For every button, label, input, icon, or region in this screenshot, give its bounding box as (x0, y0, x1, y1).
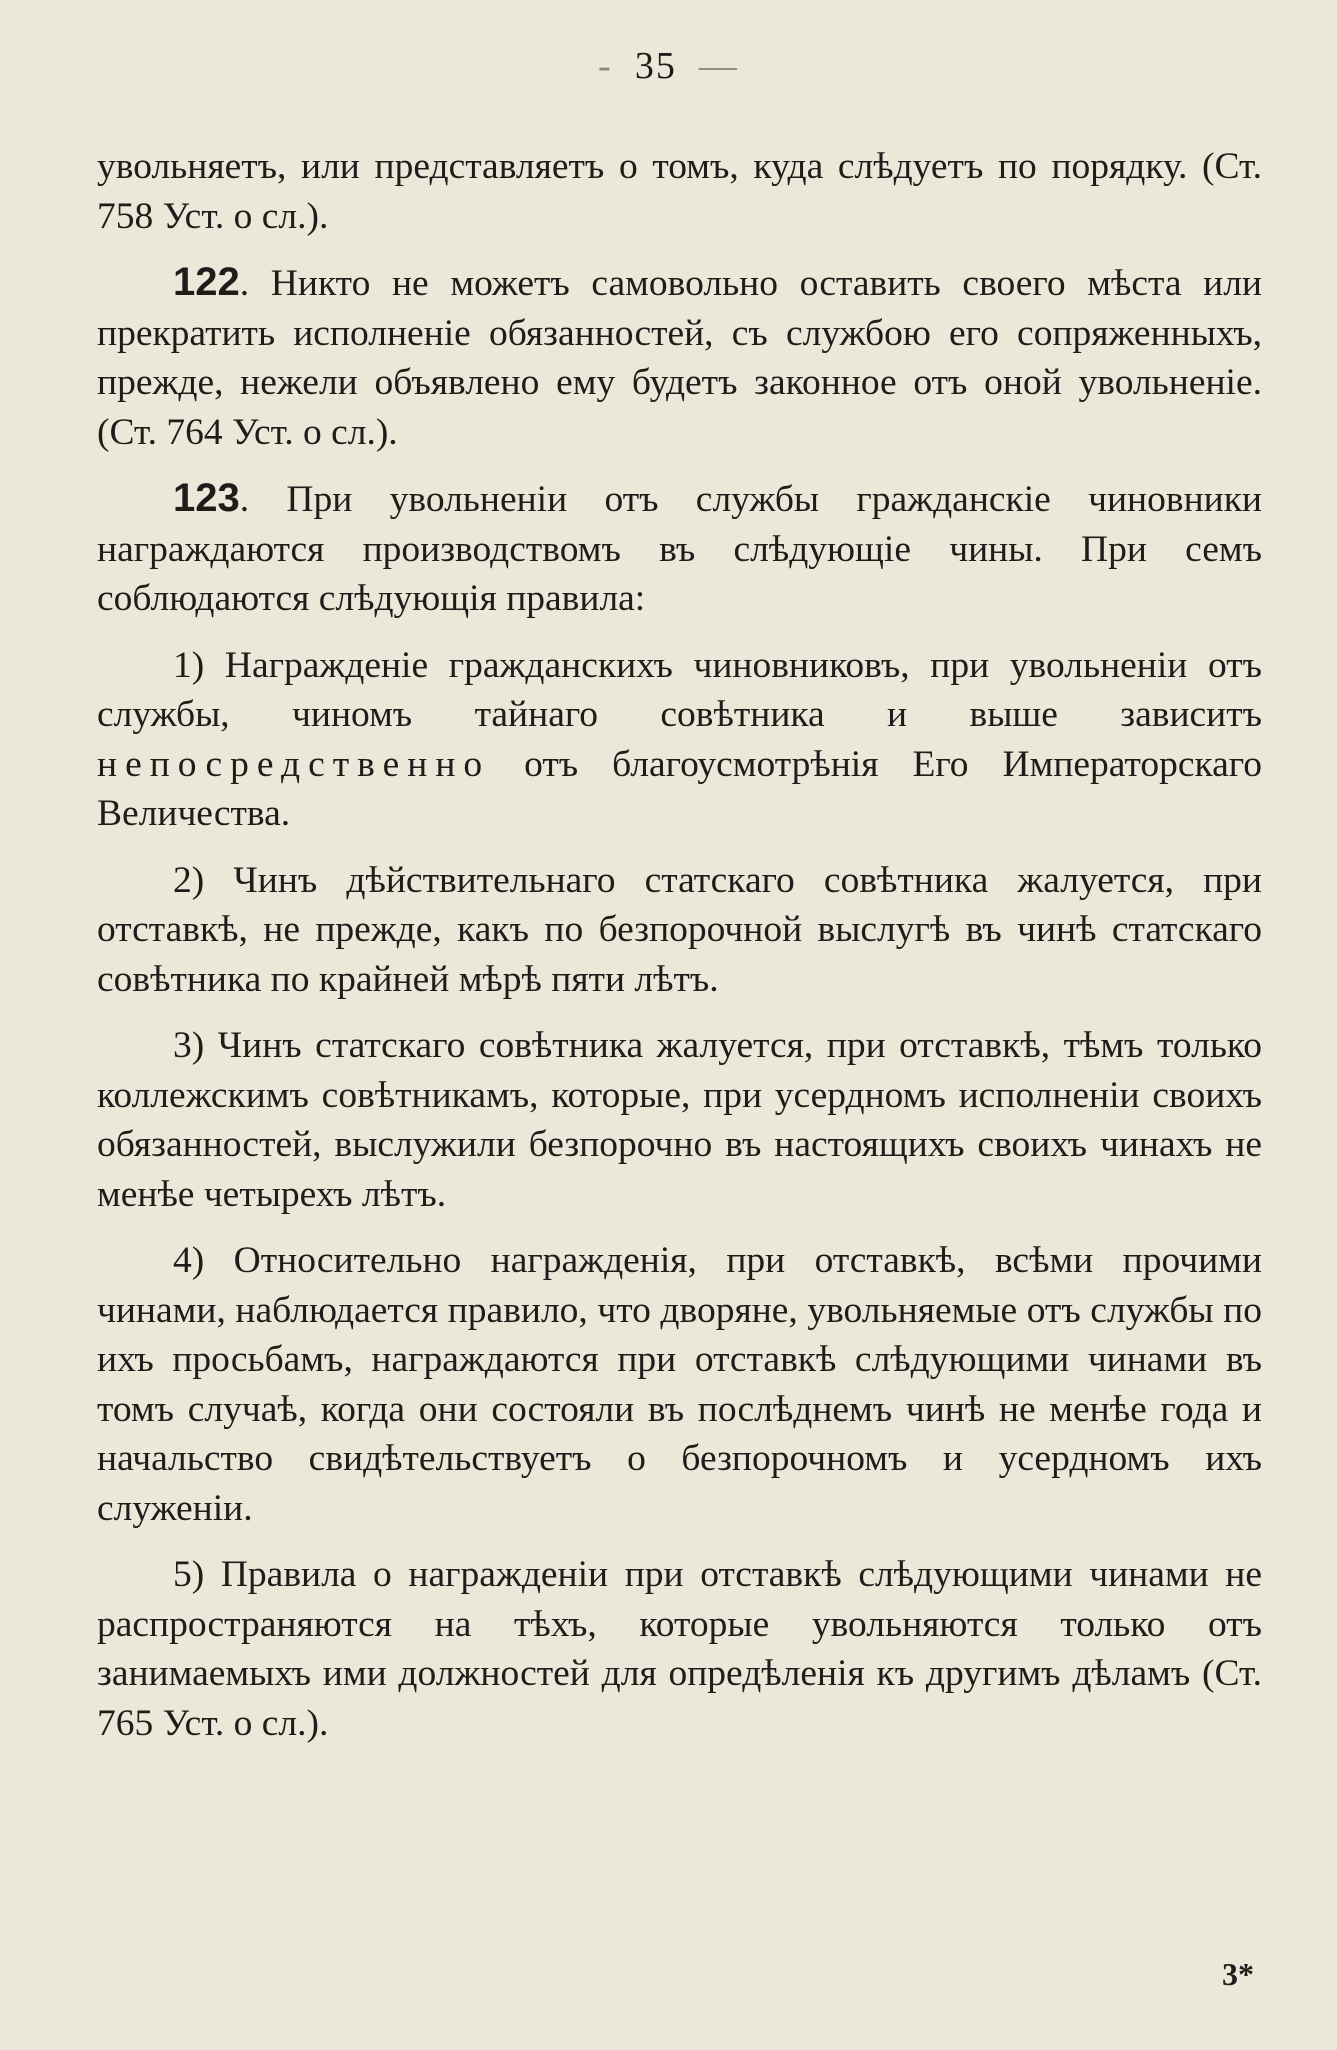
emphasized-word: непосредственно (97, 743, 491, 785)
page-body (97, 142, 1262, 1765)
printer-signature: 3* (1222, 1956, 1254, 1992)
article-number: 123 (173, 476, 240, 520)
rule-3: 3) Чинъ статскаго совѣтника жалуется, при отставкѣ, тѣмъ только коллежскимъ совѣтникамъ, которые, при усердномъ исполненіи своихъ обязанностей, выслужили безпорочно въ настоящихъ своихъ чинахъ не менѣе четырехъ лѣтъ. (97, 1025, 1262, 1215)
header-dash-right: — (698, 45, 739, 87)
rule-text: 1) Награжденіе гражданскихъ чиновниковъ, при увольненіи отъ службы, чиномъ тайнаго совѣтника и выше зависитъ (97, 644, 1262, 735)
rule-4: 4) Относительно награжденія, при отставкѣ, всѣми прочими чинами, наблюдается правило, что дворяне, увольняемые отъ службы по ихъ просьбамъ, награждаются при отставкѣ слѣдующими чинами въ томъ случаѣ, когда они состояли въ послѣднемъ чинѣ не менѣе года и начальство свидѣтельствуетъ о безпорочномъ и усердномъ ихъ служеніи. (97, 1240, 1262, 1529)
page-number: 35 (634, 45, 677, 87)
rule-5: 5) Правила о награжденіи при отставкѣ слѣдующими чинами не распространяются на тѣхъ, которые увольняются только отъ занимаемыхъ ими должностей для опредѣленія къ другимъ дѣламъ (Ст. 765 Уст. о сл.). (97, 1554, 1262, 1744)
header-dash-left: - (598, 45, 613, 87)
article-text: . При увольненіи отъ службы гражданскіе чиновники награждаются производствомъ въ слѣдующіе чины. При семъ соблюдаются слѣдующія правила: (97, 479, 1262, 619)
rule-1 (97, 641, 1262, 839)
page-header (0, 44, 1337, 88)
article-122 (97, 258, 1262, 457)
continuation-paragraph: увольняетъ, или представляетъ о томъ, куда слѣдуетъ по порядку. (Ст. 758 Уст. о сл.). (97, 146, 1262, 237)
rule-2: 2) Чинъ дѣйствительнаго статскаго совѣтника жалуется, при отставкѣ, не прежде, какъ по безпорочной выслугѣ въ чинѣ статскаго совѣтника по крайней мѣрѣ пяти лѣтъ. (97, 859, 1262, 1000)
article-123 (97, 474, 1262, 624)
rule-text: отъ благоусмотрѣнія Его Императорскаго Величества. (97, 743, 1262, 834)
article-number: 122 (173, 260, 240, 304)
article-text: . Никто не можетъ самовольно оставить своего мѣста или прекратить исполненіе обязанностей, съ службою его сопряженныхъ, прежде, нежели объявлено ему будетъ законное отъ оной увольненіе. (Ст. 764 Уст. о сл.). (97, 263, 1262, 453)
